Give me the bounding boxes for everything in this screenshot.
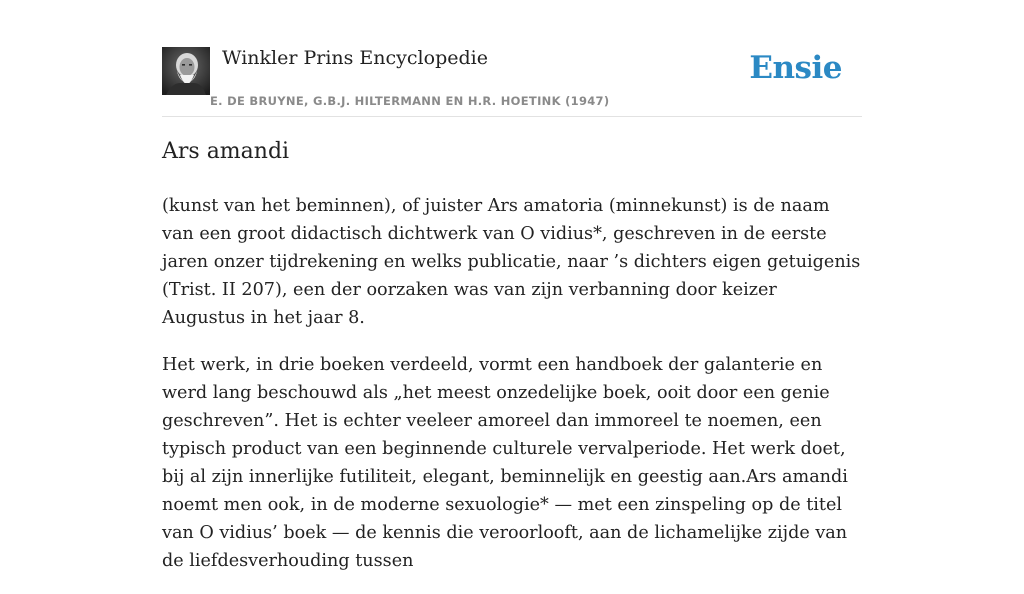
article-paragraph: (kunst van het beminnen), of juister Ars amatoria (minnekunst) is de naam van een groot didactisch dichtwerk van O vidius*, geschreven in de eerste jaren onzer tijdrekening en welks publicatie, naar ’s dichters eigen getuigenis (Trist. II 207), een der oorzaken was van zijn verbanning door keizer Augustus in het jaar 8. [162, 196, 861, 328]
author-avatar[interactable] [162, 47, 210, 95]
article-title: Ars amandi [162, 139, 290, 164]
source-authors: E. DE BRUYNE, G.B.J. HILTERMANN EN H.R. HOETINK (1947) [210, 94, 610, 108]
author-portrait-image [162, 47, 210, 95]
source-header [162, 45, 862, 117]
source-title[interactable]: Winkler Prins Encyclopedie [222, 47, 488, 69]
ensie-logo[interactable]: Ensie [749, 50, 842, 86]
article-paragraph: Het werk, in drie boeken verdeeld, vormt een handboek der galanterie en werd lang beschouwd als „het meest onzedelijke boek, ooit door een genie geschreven”. Het is echter veeleer amoreel dan immoreel te noemen, een typisch product van een beginnende culturele vervalperiode. Het werk doet, bij al zijn innerlijke futiliteit, elegant, beminnelijk en geestig aan.Ars amandi noemt men ook, in de moderne sexuologie* — met een zinspeling op de titel van O vidius’ boek — de kennis die veroorlooft, aan de lichamelijke zijde van de liefdesverhouding tussen [162, 355, 848, 571]
article-body [162, 192, 862, 594]
